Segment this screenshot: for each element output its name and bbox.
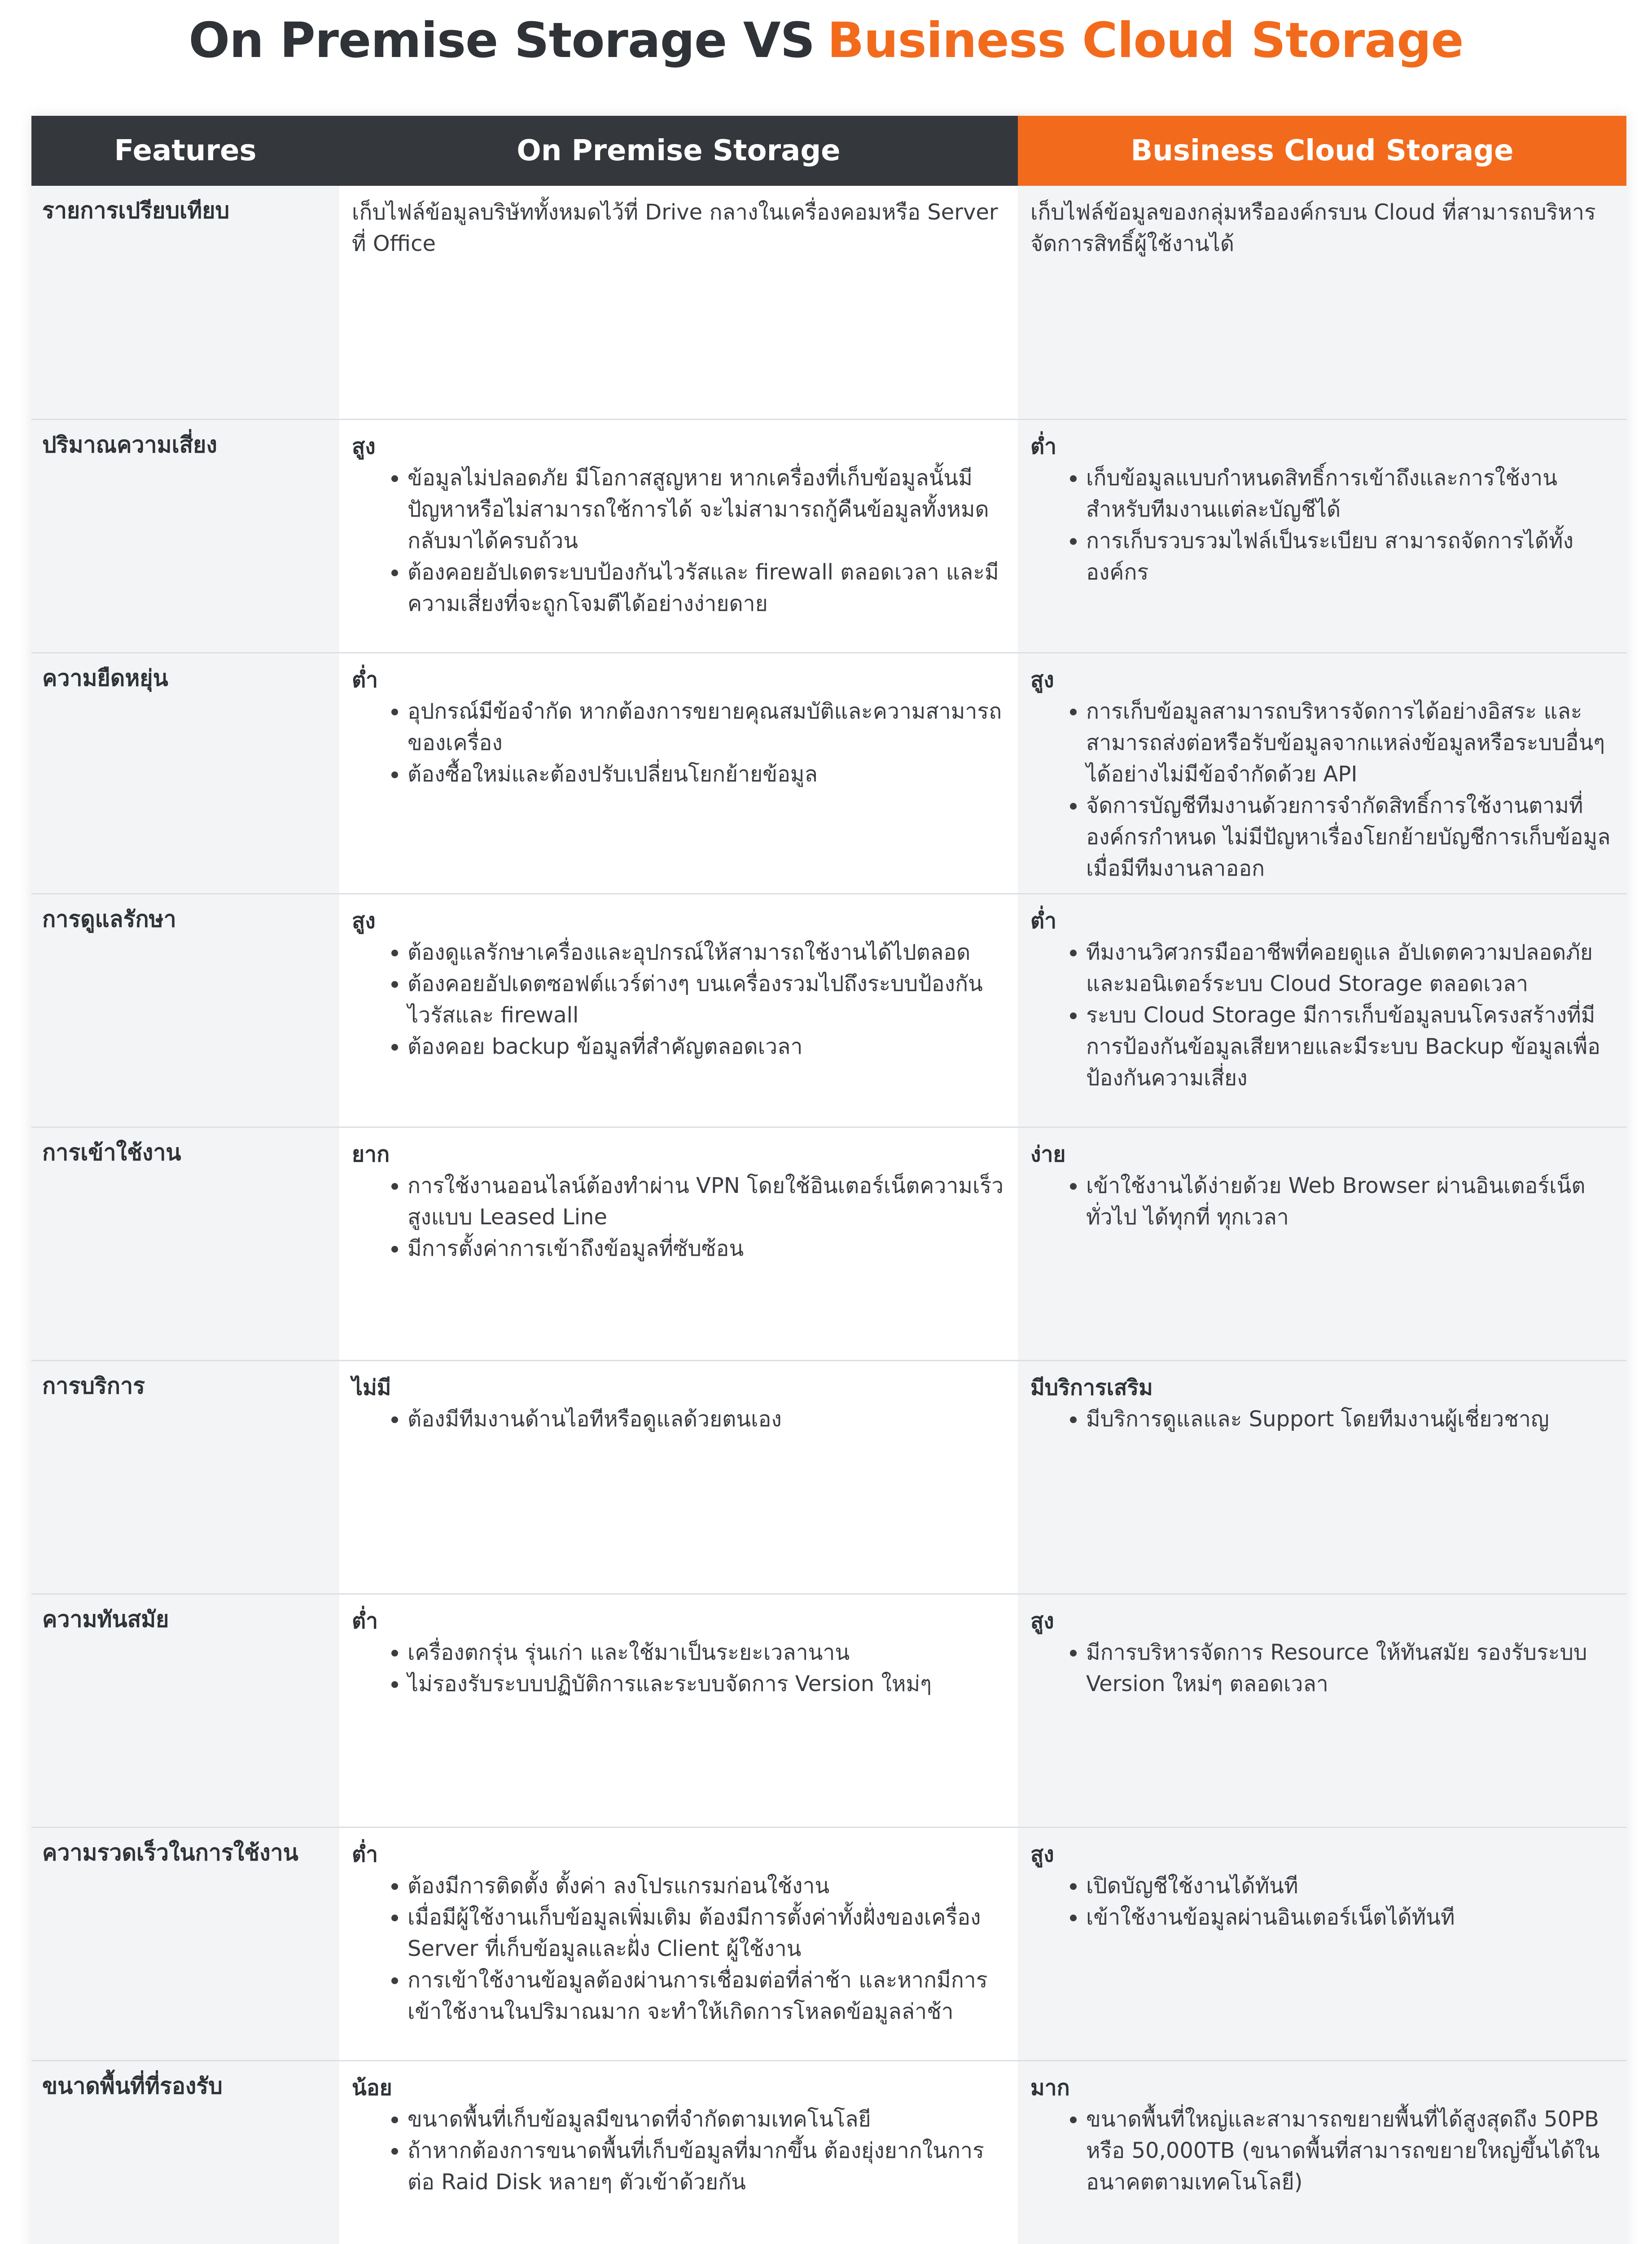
list-item: • ถ้าหากต้องการขนาดพื้นที่เก็บข้อมูลที่มากขึ้น ต้องยุ่งยากในการต่อ Raid Disk หลายๆ ตัวเข้าด้วยกัน — [408, 2135, 1005, 2198]
level-label: ต่ำ — [1030, 434, 1057, 459]
detail-list — [1030, 1870, 1614, 1933]
table-row — [31, 186, 1626, 419]
title-part-on-premise: On Premise Storage VS — [188, 12, 815, 69]
header-on-premise: On Premise Storage — [339, 116, 1018, 186]
detail-list — [1030, 1403, 1614, 1435]
level-label: น้อย — [352, 2075, 392, 2100]
list-item: • ต้องดูแลรักษาเครื่องและอุปกรณ์ให้สามารถใช้งานได้ไปตลอด — [408, 937, 1005, 968]
cell-text: เก็บไฟล์ข้อมูลบริษัททั้งหมดไว้ที่ Drive กลางในเครื่องคอมหรือ Server ที่ Office — [352, 200, 998, 256]
list-item: • ต้องซื้อใหม่และต้องปรับเปลี่ยนโยกย้ายข้อมูล — [408, 758, 1005, 790]
list-item: • มีบริการดูแลและ Support โดยทีมงานผู้เชี่ยวชาญ — [1086, 1403, 1614, 1435]
cloud-cell — [1018, 1594, 1626, 1827]
feature-cell: ปริมาณความเสี่ยง — [31, 419, 339, 653]
list-item: • ทีมงานวิศวกรมืออาชีพที่คอยดูแล อัปเดตความปลอดภัยและมอนิเตอร์ระบบ Cloud Storage ตลอดเวลา — [1086, 937, 1614, 999]
list-item: • มีการตั้งค่าการเข้าถึงข้อมูลที่ซับซ้อน — [408, 1233, 1005, 1264]
detail-list — [1030, 696, 1614, 884]
table-row — [31, 1594, 1626, 1827]
detail-list — [352, 1870, 1005, 2027]
list-item: • ต้องคอยอัปเดตซอฟต์แวร์ต่างๆ บนเครื่องรวมไปถึงระบบป้องกันไวรัสและ firewall — [408, 968, 1005, 1031]
detail-list — [352, 2104, 1005, 2198]
table-row — [31, 894, 1626, 1127]
list-item: • เข้าใช้งานได้ง่ายด้วย Web Browser ผ่านอินเตอร์เน็ตทั่วไป ได้ทุกที่ ทุกเวลา — [1086, 1170, 1614, 1233]
level-label: มาก — [1030, 2075, 1070, 2100]
detail-list — [1030, 462, 1614, 588]
detail-list — [352, 696, 1005, 790]
table-row — [31, 2060, 1626, 2244]
on-premise-cell — [339, 1360, 1018, 1594]
table-row — [31, 1360, 1626, 1594]
cloud-cell — [1018, 894, 1626, 1127]
list-item: • การเก็บรวบรวมไฟล์เป็นระเบียบ สามารถจัดการได้ทั้งองค์กร — [1086, 525, 1614, 588]
detail-list — [1030, 1170, 1614, 1233]
table-row — [31, 653, 1626, 894]
list-item: • ต้องคอย backup ข้อมูลที่สำคัญตลอดเวลา — [408, 1031, 1005, 1062]
level-label: ต่ำ — [352, 1608, 378, 1634]
header-features: Features — [31, 116, 339, 186]
cloud-cell — [1018, 1360, 1626, 1594]
detail-list — [1030, 1637, 1614, 1700]
level-label: ต่ำ — [1030, 908, 1057, 934]
level-label: ยาก — [352, 1141, 390, 1167]
level-label: มีบริการเสริม — [1030, 1375, 1153, 1400]
list-item: • ต้องคอยอัปเดตระบบป้องกันไวรัสและ firewall ตลอดเวลา และมีความเสี่ยงที่จะถูกโจมตีได้อย่างง่ายดาย — [408, 557, 1005, 619]
page-title — [0, 0, 1652, 81]
level-label: สูง — [1030, 1608, 1054, 1634]
feature-cell: ขนาดพื้นที่ที่รองรับ — [31, 2060, 339, 2244]
level-label: สูง — [352, 908, 376, 934]
list-item: • การเข้าใช้งานข้อมูลต้องผ่านการเชื่อมต่อที่ล่าช้า และหากมีการเข้าใช้งานในปริมาณมาก จะทำให้เกิดการโหลดข้อมูลล่าช้า — [408, 1964, 1005, 2027]
level-label: สูง — [352, 434, 376, 459]
level-label: ง่าย — [1030, 1141, 1066, 1167]
feature-cell: ความรวดเร็วในการใช้งาน — [31, 1827, 339, 2060]
on-premise-cell — [339, 1127, 1018, 1360]
on-premise-cell — [339, 1827, 1018, 2060]
cloud-cell — [1018, 186, 1626, 419]
table-row — [31, 419, 1626, 653]
detail-list — [352, 937, 1005, 1062]
detail-list — [1030, 937, 1614, 1094]
list-item: • เข้าใช้งานข้อมูลผ่านอินเตอร์เน็ตได้ทันที — [1086, 1902, 1614, 1933]
list-item: • การใช้งานออนไลน์ต้องทำผ่าน VPN โดยใช้อินเตอร์เน็ตความเร็วสูงแบบ Leased Line — [408, 1170, 1005, 1233]
on-premise-cell — [339, 186, 1018, 419]
on-premise-cell — [339, 419, 1018, 653]
on-premise-cell — [339, 653, 1018, 894]
detail-list — [352, 1403, 1005, 1435]
level-label: ต่ำ — [352, 1841, 378, 1867]
list-item: • อุปกรณ์มีข้อจำกัด หากต้องการขยายคุณสมบัติและความสามารถของเครื่อง — [408, 696, 1005, 758]
comparison-table — [31, 116, 1626, 2244]
list-item: • เก็บข้อมูลแบบกำหนดสิทธิ์การเข้าถึงและการใช้งานสำหรับทีมงานแต่ละบัญชีได้ — [1086, 462, 1614, 525]
feature-cell: การบริการ — [31, 1360, 339, 1594]
detail-list — [352, 1170, 1005, 1264]
feature-cell: การเข้าใช้งาน — [31, 1127, 339, 1360]
level-label: สูง — [1030, 1841, 1054, 1867]
list-item: • ต้องมีการติดตั้ง ตั้งค่า ลงโปรแกรมก่อนใช้งาน — [408, 1870, 1005, 1902]
list-item: • เปิดบัญชีใช้งานได้ทันที — [1086, 1870, 1614, 1902]
cloud-cell — [1018, 1827, 1626, 2060]
list-item: • เครื่องตกรุ่น รุ่นเก่า และใช้มาเป็นระยะเวลานาน — [408, 1637, 1005, 1668]
on-premise-cell — [339, 2060, 1018, 2244]
cloud-cell — [1018, 2060, 1626, 2244]
list-item: • ขนาดพื้นที่ใหญ่และสามารถขยายพื้นที่ได้สูงสุดถึง 50PB หรือ 50,000TB (ขนาดพื้นที่สามารถขยายใหญ่ขึ้นได้ในอนาคตตามเทคโนโลยี) — [1086, 2104, 1614, 2198]
on-premise-cell — [339, 1594, 1018, 1827]
feature-cell: ความยืดหยุ่น — [31, 653, 339, 894]
feature-cell: ความทันสมัย — [31, 1594, 339, 1827]
list-item: • การเก็บข้อมูลสามารถบริหารจัดการได้อย่างอิสระ และสามารถส่งต่อหรือรับข้อมูลจากแหล่งข้อมูลหรือระบบอื่นๆ ได้อย่างไม่มีข้อจำกัดด้วย API — [1086, 696, 1614, 790]
list-item: • ไม่รองรับระบบปฏิบัติการและระบบจัดการ Version ใหม่ๆ — [408, 1668, 1005, 1700]
detail-list — [352, 462, 1005, 619]
list-item: • ต้องมีทีมงานด้านไอทีหรือดูแลด้วยตนเอง — [408, 1403, 1005, 1435]
feature-cell: รายการเปรียบเทียบ — [31, 186, 339, 419]
list-item: • ข้อมูลไม่ปลอดภัย มีโอกาสสูญหาย หากเครื่องที่เก็บข้อมูลนั้นมีปัญหาหรือไม่สามารถใช้การได้ จะไม่สามารถกู้คืนข้อมูลทั้งหมดกลับมาได้ครบถ้วน — [408, 462, 1005, 557]
title-part-cloud: Business Cloud Storage — [827, 12, 1464, 69]
feature-cell: การดูแลรักษา — [31, 894, 339, 1127]
on-premise-cell — [339, 894, 1018, 1127]
detail-list — [352, 1637, 1005, 1700]
cloud-cell — [1018, 1127, 1626, 1360]
level-label: ไม่มี — [352, 1375, 391, 1400]
list-item: • จัดการบัญชีทีมงานด้วยการจำกัดสิทธิ์การใช้งานตามที่องค์กรกำหนด ไม่มีปัญหาเรื่องโยกย้ายบัญชีการเก็บข้อมูลเมื่อมีทีมงานลาออก — [1086, 790, 1614, 884]
cloud-cell — [1018, 653, 1626, 894]
cloud-cell — [1018, 419, 1626, 653]
level-label: สูง — [1030, 667, 1054, 692]
table-row — [31, 1127, 1626, 1360]
comparison-table-container — [31, 116, 1626, 2244]
header-cloud: Business Cloud Storage — [1018, 116, 1626, 186]
table-row — [31, 1827, 1626, 2060]
detail-list — [1030, 2104, 1614, 2198]
list-item: • มีการบริหารจัดการ Resource ให้ทันสมัย รองรับระบบ Version ใหม่ๆ ตลอดเวลา — [1086, 1637, 1614, 1700]
list-item: • ระบบ Cloud Storage มีการเก็บข้อมูลบนโครงสร้างที่มีการป้องกันข้อมูลเสียหายและมีระบบ Backup ข้อมูลเพื่อป้องกันความเสี่ยง — [1086, 999, 1614, 1094]
list-item: • เมื่อมีผู้ใช้งานเก็บข้อมูลเพิ่มเติม ต้องมีการตั้งค่าทั้งฝั่งของเครื่อง Server ที่เก็บข้อมูลและฝั่ง Client ผู้ใช้งาน — [408, 1902, 1005, 1964]
level-label: ต่ำ — [352, 667, 378, 692]
list-item: • ขนาดพื้นที่เก็บข้อมูลมีขนาดที่จำกัดตามเทคโนโลยี — [408, 2104, 1005, 2135]
cell-text: เก็บไฟล์ข้อมูลของกลุ่มหรือองค์กรบน Cloud ที่สามารถบริหารจัดการสิทธิ์ผู้ใช้งานได้ — [1030, 200, 1596, 256]
table-header-row — [31, 116, 1626, 186]
